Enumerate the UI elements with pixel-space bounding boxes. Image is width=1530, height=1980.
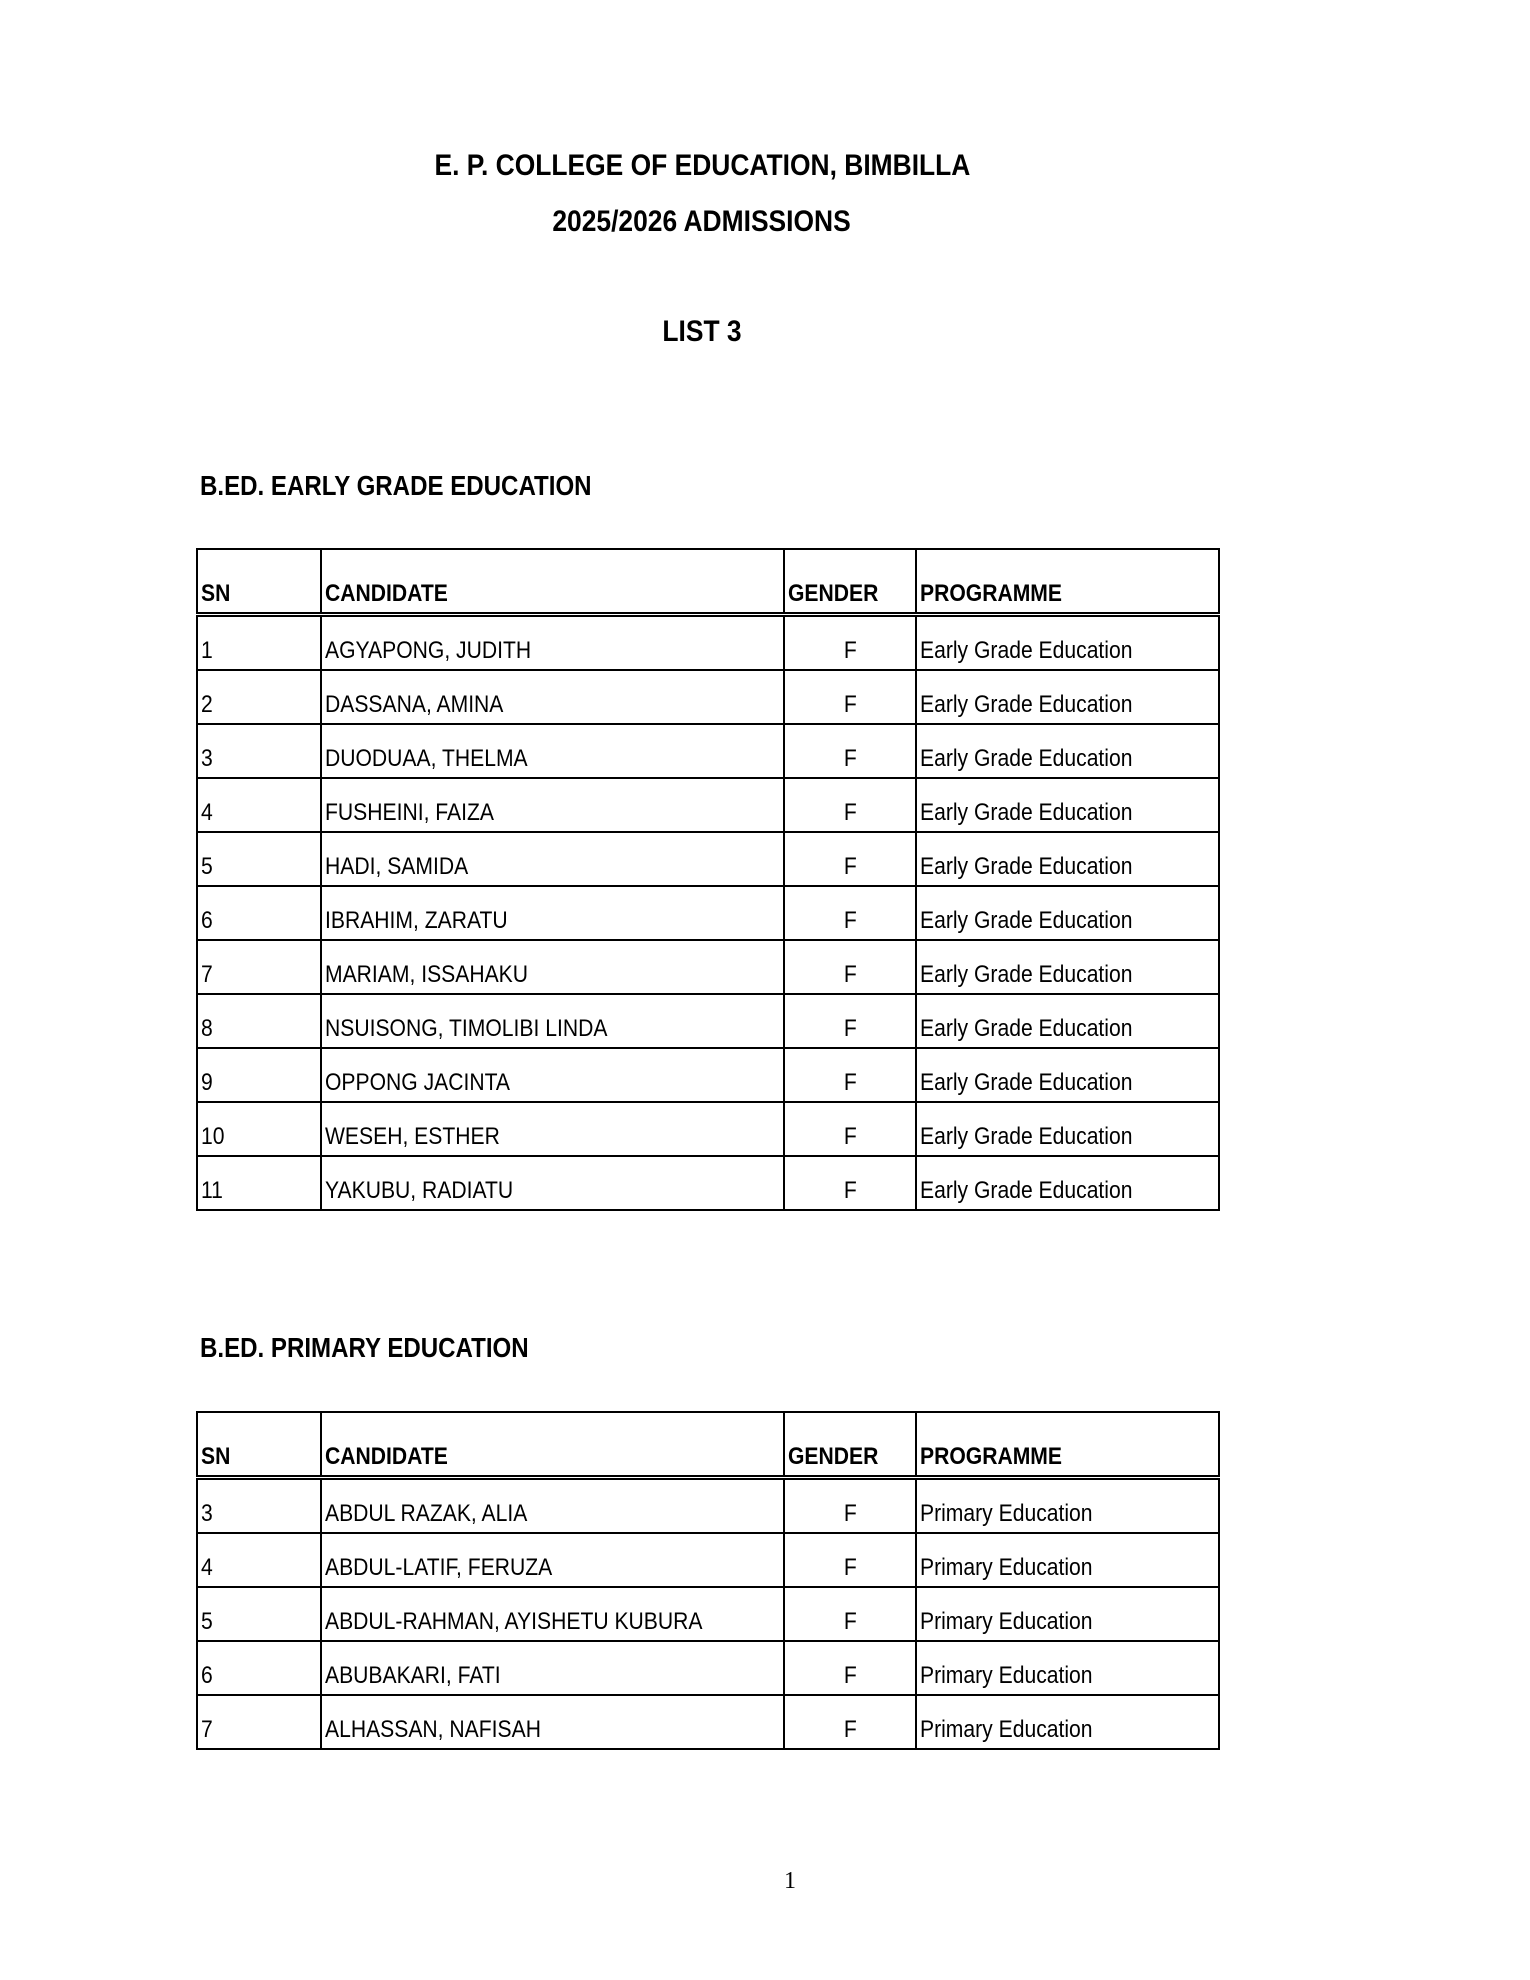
column-header-candidate: CANDIDATE [321, 1412, 784, 1478]
cell-candidate: ABUBAKARI, FATI [321, 1641, 784, 1695]
cell-programme: Primary Education [916, 1533, 1219, 1587]
cell-sn: 10 [197, 1102, 321, 1156]
cell-sn: 6 [197, 886, 321, 940]
column-header-candidate: CANDIDATE [321, 549, 784, 615]
cell-sn: 5 [197, 832, 321, 886]
table-row [197, 1641, 1219, 1695]
table-header-row [197, 1412, 1219, 1478]
cell-candidate: ABDUL-RAHMAN, AYISHETU KUBURA [321, 1587, 784, 1641]
cell-gender: F [784, 615, 916, 671]
cell-candidate: WESEH, ESTHER [321, 1102, 784, 1156]
cell-sn: 3 [197, 1478, 321, 1534]
table-row [197, 1102, 1219, 1156]
cell-programme: Early Grade Education [916, 1156, 1219, 1210]
primary-table [196, 1411, 1220, 1750]
cell-gender: F [784, 1587, 916, 1641]
cell-gender: F [784, 1695, 916, 1749]
cell-sn: 9 [197, 1048, 321, 1102]
cell-candidate: ALHASSAN, NAFISAH [321, 1695, 784, 1749]
cell-gender: F [784, 940, 916, 994]
table-row [197, 832, 1219, 886]
table-row [197, 886, 1219, 940]
cell-candidate: ABDUL RAZAK, ALIA [321, 1478, 784, 1534]
cell-candidate: HADI, SAMIDA [321, 832, 784, 886]
cell-candidate: OPPONG JACINTA [321, 1048, 784, 1102]
early-grade-table [196, 548, 1220, 1211]
cell-programme: Early Grade Education [916, 615, 1219, 671]
cell-programme: Early Grade Education [916, 994, 1219, 1048]
table-row [197, 615, 1219, 671]
table-row [197, 940, 1219, 994]
cell-programme: Primary Education [916, 1478, 1219, 1534]
cell-gender: F [784, 1156, 916, 1210]
section-title-primary: B.ED. PRIMARY EDUCATION [200, 1332, 529, 1363]
cell-candidate: DUODUAA, THELMA [321, 724, 784, 778]
cell-programme: Primary Education [916, 1587, 1219, 1641]
section-title-early-grade: B.ED. EARLY GRADE EDUCATION [200, 470, 592, 501]
cell-sn: 11 [197, 1156, 321, 1210]
column-header-sn: SN [197, 1412, 321, 1478]
cell-gender: F [784, 670, 916, 724]
cell-sn: 8 [197, 994, 321, 1048]
cell-gender: F [784, 1478, 916, 1534]
cell-gender: F [784, 994, 916, 1048]
column-header-sn: SN [197, 549, 321, 615]
cell-candidate: AGYAPONG, JUDITH [321, 615, 784, 671]
cell-gender: F [784, 778, 916, 832]
cell-candidate: MARIAM, ISSAHAKU [321, 940, 784, 994]
cell-programme: Early Grade Education [916, 778, 1219, 832]
cell-gender: F [784, 1102, 916, 1156]
table-header-row [197, 549, 1219, 615]
list-label-text: LIST 3 [662, 315, 742, 348]
table-row [197, 670, 1219, 724]
cell-sn: 1 [197, 615, 321, 671]
cell-sn: 4 [197, 778, 321, 832]
table-row [197, 778, 1219, 832]
cell-candidate: YAKUBU, RADIATU [321, 1156, 784, 1210]
cell-programme: Primary Education [916, 1641, 1219, 1695]
cell-gender: F [784, 832, 916, 886]
institution-title [0, 148, 1404, 184]
cell-programme: Early Grade Education [916, 724, 1219, 778]
cell-gender: F [784, 1048, 916, 1102]
cell-gender: F [784, 1533, 916, 1587]
cell-sn: 2 [197, 670, 321, 724]
cell-sn: 4 [197, 1533, 321, 1587]
session-title [0, 204, 1404, 240]
cell-sn: 7 [197, 940, 321, 994]
table-row [197, 994, 1219, 1048]
cell-programme: Primary Education [916, 1695, 1219, 1749]
cell-gender: F [784, 724, 916, 778]
cell-programme: Early Grade Education [916, 670, 1219, 724]
cell-programme: Early Grade Education [916, 1102, 1219, 1156]
cell-candidate: ABDUL-LATIF, FERUZA [321, 1533, 784, 1587]
institution-title-text: E. P. COLLEGE OF EDUCATION, BIMBILLA [434, 149, 970, 182]
column-header-gender: GENDER [784, 549, 916, 615]
cell-sn: 7 [197, 1695, 321, 1749]
table-row [197, 1156, 1219, 1210]
list-label [0, 314, 1404, 350]
session-title-text: 2025/2026 ADMISSIONS [552, 205, 852, 238]
column-header-gender: GENDER [784, 1412, 916, 1478]
cell-programme: Early Grade Education [916, 1048, 1219, 1102]
cell-candidate: IBRAHIM, ZARATU [321, 886, 784, 940]
table-row [197, 1048, 1219, 1102]
table-row [197, 1587, 1219, 1641]
table-row [197, 1478, 1219, 1534]
cell-candidate: NSUISONG, TIMOLIBI LINDA [321, 994, 784, 1048]
cell-programme: Early Grade Education [916, 832, 1219, 886]
cell-sn: 6 [197, 1641, 321, 1695]
cell-gender: F [784, 886, 916, 940]
cell-sn: 5 [197, 1587, 321, 1641]
cell-gender: F [784, 1641, 916, 1695]
column-header-programme: PROGRAMME [916, 1412, 1219, 1478]
cell-programme: Early Grade Education [916, 940, 1219, 994]
cell-candidate: DASSANA, AMINA [321, 670, 784, 724]
cell-programme: Early Grade Education [916, 886, 1219, 940]
cell-sn: 3 [197, 724, 321, 778]
column-header-programme: PROGRAMME [916, 549, 1219, 615]
table-row [197, 724, 1219, 778]
table-row [197, 1533, 1219, 1587]
cell-candidate: FUSHEINI, FAIZA [321, 778, 784, 832]
page-number: 1 [784, 1868, 796, 1894]
table-row [197, 1695, 1219, 1749]
